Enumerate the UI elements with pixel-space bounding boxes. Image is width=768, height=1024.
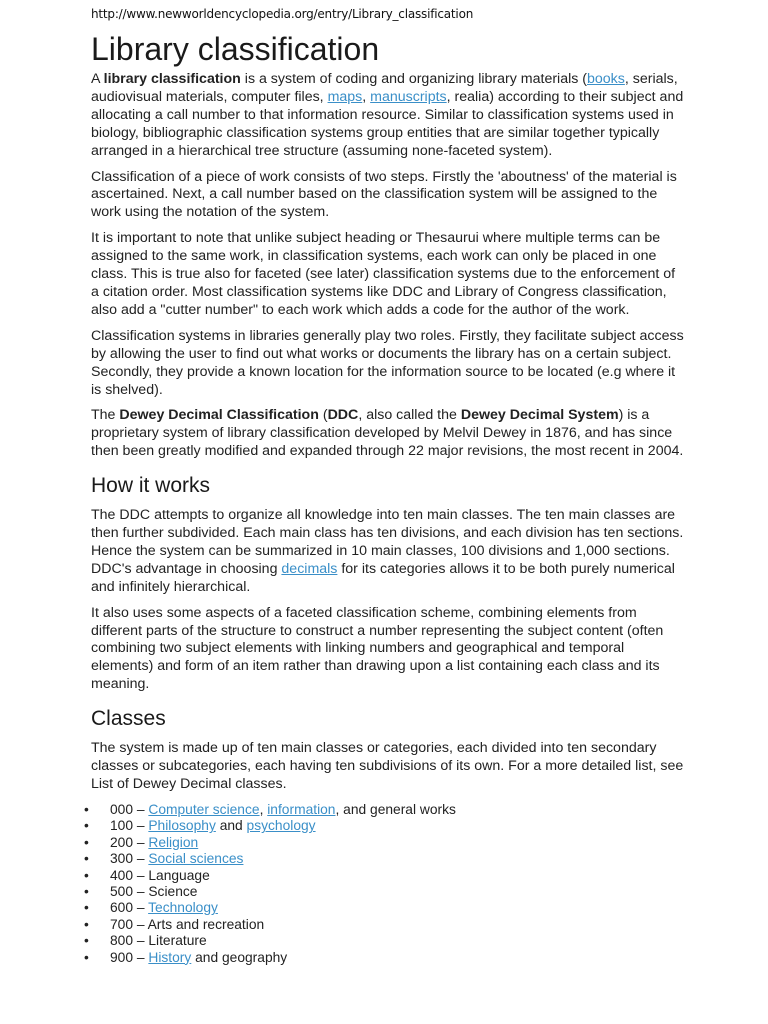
intro-paragraph-3: It is important to note that unlike subject heading or Thesaurui where multiple terms can be assigned to the same work, in classification systems, each work can only be placed in one class. This is true also for faceted (see later) classification systems due to the enforcement of a citation order. Most classification systems like DDC and Library of Congress classification, also add a "cutter number" to each work which adds a code for the author of the work. [91,230,676,318]
page-title: Library classification [91,31,380,67]
classes-list [91,802,685,966]
link-maps[interactable]: maps [327,88,363,105]
list-item: • 200 – Religion [91,835,685,851]
section-heading-classes: Classes [91,707,166,731]
list-item: • 000 – Computer science, information, and general works [91,802,685,818]
link-religion[interactable]: Religion [148,834,199,850]
how-it-works-paragraph-1: The DDC attempts to organize all knowledge into ten main classes. The ten main classes are then further subdivided. Each main class has ten divisions, and each division has ten sections. Hence the system can be summarized in 10 main classes, 100 divisions and 1,000 sections. DDC's advantage in choosing decimals for its categories allows it to be both purely numerical and infinitely hierarchical. [91,507,684,595]
link-social-sciences[interactable]: Social sciences [148,851,244,867]
list-item: • 900 – History and geography [91,950,685,966]
list-item: • 500 – Science [91,884,685,900]
link-manuscripts[interactable]: manuscripts [370,88,447,105]
bold-term: DDC [327,407,359,424]
link-decimals[interactable]: decimals [281,560,338,577]
link-history[interactable]: History [148,949,192,965]
intro-paragraph-4: Classification systems in libraries generally play two roles. Firstly, they facilitate subject access by allowing the user to find out what works or documents the library has on a certain subject. Secondly, they provide a known location for the information source to be located (e.g where it is shelved). [91,327,684,398]
bold-term: library classification [103,71,241,87]
link-technology[interactable]: Technology [148,900,218,916]
link-philosophy[interactable]: Philosophy [148,818,216,834]
bold-term: Dewey Decimal System [460,407,619,424]
list-item: • 600 – Technology [91,900,685,916]
list-item: • 100 – Philosophy and psychology [91,818,685,834]
link-information[interactable]: information [267,801,336,817]
link-books[interactable]: books [587,71,625,87]
section-heading-how-it-works: How it works [91,474,211,498]
link-psychology[interactable]: psychology [246,818,316,834]
list-item: • 300 – Social sciences [91,851,685,867]
list-item: • 400 – Language [91,868,685,884]
intro-paragraph-1: A library classification is a system of coding and organizing library materials (books, serials, audiovisual materials, computer files, maps, manuscripts, realia) according to their subject and allocating a call number to that information resource. Similar to classification systems used in biology, bibliographic classification systems group entities that are similar together typically arranged in a hierarchical tree structure (assuming none-faceted system). [91,71,684,159]
source-url: http://www.newworldencyclopedia.org/entry/Library_classification [91,7,474,21]
list-item: • 800 – Literature [91,933,685,949]
bold-term: Dewey Decimal Classification [119,407,319,424]
list-item: • 700 – Arts and recreation [91,917,685,933]
article [91,0,685,966]
classes-paragraph-1: The system is made up of ten main classes or categories, each divided into ten secondary classes or subcategories, each having ten subdivisions of its own. For a more detailed list, see List of Dewey Decimal classes. [91,740,684,792]
intro-paragraph-5: The Dewey Decimal Classification (DDC, also called the Dewey Decimal System) is a proprietary system of library classification developed by Melvil Dewey in 1876, and has since then been greatly modified and expanded through 22 major revisions, the most recent in 2004. [91,407,684,460]
intro-paragraph-2: Classification of a piece of work consists of two steps. Firstly the 'aboutness' of the material is ascertained. Next, a call number based on the classification system will be assigned to the work using the notation of the system. [91,168,677,221]
how-it-works-paragraph-2: It also uses some aspects of a faceted classification scheme, combining elements from different parts of the structure to construct a number representing the subject content (often combining two subject elements with linking numbers and geographical and temporal elements) and form of an item rather than drawing upon a list containing each class and its meaning. [91,604,664,693]
link-computer-science[interactable]: Computer science [148,801,260,817]
